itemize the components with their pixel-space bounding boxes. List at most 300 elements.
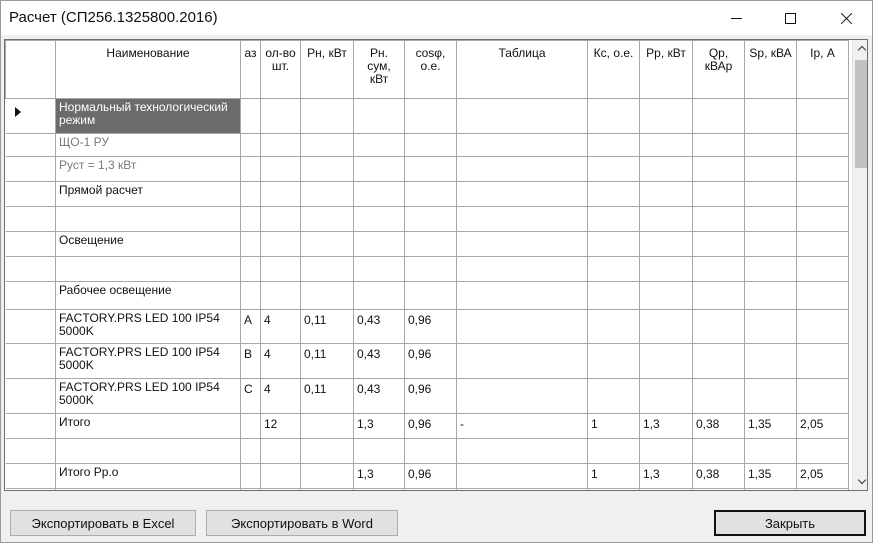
table-row[interactable] [6, 134, 849, 157]
cell-value: 0,11 [304, 313, 327, 327]
cell-cos-phi[interactable] [405, 157, 457, 182]
cell-ip[interactable] [797, 99, 849, 134]
cell-value [460, 184, 584, 186]
scroll-thumb[interactable] [855, 60, 868, 168]
scroll-down-button[interactable] [853, 473, 868, 490]
cell-sp[interactable] [745, 232, 797, 257]
cell-qp[interactable] [693, 282, 745, 310]
cell-value [591, 234, 636, 236]
cell-value: - [460, 417, 464, 431]
cell-ip[interactable] [797, 257, 849, 282]
cell-phase[interactable] [241, 157, 261, 182]
cell-table-ref[interactable] [457, 99, 588, 134]
cell-pp[interactable] [640, 134, 693, 157]
cell-sp[interactable] [745, 439, 797, 464]
row-header-cell[interactable] [6, 99, 56, 134]
cell-table-ref[interactable] [457, 439, 588, 464]
cell-quantity[interactable] [261, 464, 301, 489]
cell-value [460, 101, 584, 103]
minimize-icon [731, 18, 742, 19]
cell-value [357, 284, 401, 286]
column-header-name[interactable]: Наименование [56, 41, 241, 99]
cell-name[interactable] [56, 379, 241, 414]
cell-qp[interactable] [693, 99, 745, 134]
cell-qp[interactable] [693, 464, 745, 489]
cell-pn-sum[interactable] [354, 344, 405, 379]
cell-phase[interactable] [241, 207, 261, 232]
cell-value [244, 416, 257, 418]
cell-value [357, 234, 401, 236]
cell-name[interactable] [56, 310, 241, 344]
cell-value [357, 259, 401, 261]
cell-table-ref[interactable] [457, 232, 588, 257]
cell-ip[interactable] [797, 414, 849, 439]
cell-value [304, 234, 350, 236]
row-header-cell[interactable] [6, 134, 56, 157]
cell-cos-phi[interactable] [405, 99, 457, 134]
column-header-sp[interactable]: Sр, кВА [745, 41, 797, 99]
maximize-button[interactable] [767, 1, 813, 35]
cell-table-ref[interactable] [457, 157, 588, 182]
table-row[interactable] [6, 310, 849, 344]
cell-qp[interactable] [693, 379, 745, 414]
cell-pn-sum[interactable] [354, 489, 405, 492]
cell-quantity[interactable] [261, 282, 301, 310]
row-header-cell[interactable] [6, 310, 56, 344]
table-row[interactable] [6, 464, 849, 489]
cell-pp[interactable] [640, 344, 693, 379]
cell-pp[interactable] [640, 379, 693, 414]
cell-kc[interactable] [588, 207, 640, 232]
cell-sp[interactable] [745, 182, 797, 207]
column-header-table-ref[interactable]: Таблица [457, 41, 588, 99]
cell-quantity[interactable] [261, 157, 301, 182]
cell-phase[interactable] [241, 310, 261, 344]
cell-phase[interactable] [241, 257, 261, 282]
cell-ip[interactable] [797, 157, 849, 182]
cell-quantity[interactable] [261, 489, 301, 492]
cell-quantity[interactable] [261, 99, 301, 134]
cell-name[interactable] [56, 99, 241, 134]
cell-value: 0,96 [408, 467, 432, 481]
table-row[interactable] [6, 379, 849, 414]
cell-pn[interactable] [301, 232, 354, 257]
cell-value [696, 159, 741, 161]
cell-phase[interactable] [241, 414, 261, 439]
cell-value [264, 284, 297, 286]
cell-value [357, 441, 401, 443]
cell-value [460, 441, 584, 443]
table-row[interactable] [6, 439, 849, 464]
cell-ip[interactable] [797, 134, 849, 157]
row-header-cell[interactable] [6, 207, 56, 232]
cell-value [408, 441, 453, 443]
cell-value [460, 381, 584, 383]
row-header-cell[interactable] [6, 379, 56, 414]
cell-quantity[interactable] [261, 182, 301, 207]
cell-qp[interactable] [693, 182, 745, 207]
cell-pn-sum[interactable] [354, 134, 405, 157]
cell-pn-sum[interactable] [354, 207, 405, 232]
cell-table-ref[interactable] [457, 464, 588, 489]
cell-name[interactable] [56, 207, 241, 232]
cell-kc[interactable] [588, 379, 640, 414]
cell-pn[interactable] [301, 257, 354, 282]
cell-value [800, 184, 845, 186]
cell-qp[interactable] [693, 232, 745, 257]
cell-value [591, 209, 636, 211]
cell-qp[interactable] [693, 257, 745, 282]
cell-cos-phi[interactable] [405, 344, 457, 379]
cell-value [643, 441, 689, 443]
cell-table-ref[interactable] [457, 207, 588, 232]
cell-value [304, 259, 350, 261]
cell-kc[interactable] [588, 232, 640, 257]
cell-name[interactable] [56, 282, 241, 310]
cell-name[interactable] [56, 414, 241, 439]
cell-name[interactable] [56, 257, 241, 282]
column-header-pp[interactable]: Рр, кВт [640, 41, 693, 99]
cell-sp[interactable] [745, 489, 797, 492]
minimize-button[interactable] [713, 1, 759, 35]
cell-value [748, 234, 793, 236]
cell-phase[interactable] [241, 439, 261, 464]
cell-pp[interactable] [640, 99, 693, 134]
cell-ip[interactable] [797, 207, 849, 232]
table-row[interactable] [6, 232, 849, 257]
cell-table-ref[interactable] [457, 134, 588, 157]
cell-ip[interactable] [797, 232, 849, 257]
cell-name[interactable] [56, 182, 241, 207]
row-header-cell[interactable] [6, 257, 56, 282]
cell-cos-phi[interactable] [405, 464, 457, 489]
close-button[interactable]: Закрыть [714, 510, 866, 536]
cell-quantity[interactable] [261, 379, 301, 414]
cell-pn-sum[interactable] [354, 464, 405, 489]
cell-cos-phi[interactable] [405, 379, 457, 414]
cell-table-ref[interactable] [457, 379, 588, 414]
cell-pn[interactable] [301, 182, 354, 207]
cell-pp[interactable] [640, 157, 693, 182]
cell-value [591, 101, 636, 103]
row-header-cell[interactable] [6, 489, 56, 492]
calculation-grid[interactable] [4, 39, 868, 491]
cell-value: Руст = 1,3 кВт [59, 158, 137, 172]
cell-sp[interactable] [745, 344, 797, 379]
cell-kc[interactable] [588, 157, 640, 182]
chevron-up-icon [857, 46, 865, 54]
cell-value: B [244, 347, 253, 361]
cell-value [643, 136, 689, 138]
cell-quantity[interactable] [261, 207, 301, 232]
cell-pp[interactable] [640, 232, 693, 257]
cell-table-ref[interactable] [457, 344, 588, 379]
column-header-ip[interactable]: Iр, А [797, 41, 849, 99]
scroll-up-button[interactable] [853, 40, 868, 57]
cell-pn-sum[interactable] [354, 99, 405, 134]
cell-value [696, 234, 741, 236]
export-word-button[interactable]: Экспортировать в Word [206, 510, 398, 536]
cell-value: A [244, 313, 253, 327]
cell-value: 0,96 [408, 313, 432, 327]
cell-quantity[interactable] [261, 344, 301, 379]
table-row[interactable] [6, 157, 849, 182]
cell-pn[interactable] [301, 282, 354, 310]
cell-qp[interactable] [693, 310, 745, 344]
maximize-icon [785, 13, 796, 24]
cell-sp[interactable] [745, 134, 797, 157]
cell-value [460, 234, 584, 236]
cell-value: 1 [591, 467, 598, 481]
cell-pn[interactable] [301, 310, 354, 344]
table-row[interactable] [6, 99, 849, 134]
table-row[interactable] [6, 207, 849, 232]
table-row[interactable] [6, 414, 849, 439]
cell-table-ref[interactable] [457, 257, 588, 282]
cell-kc[interactable] [588, 257, 640, 282]
cell-ip[interactable] [797, 464, 849, 489]
cell-ip[interactable] [797, 489, 849, 492]
cell-ip[interactable] [797, 310, 849, 344]
cell-pn[interactable] [301, 134, 354, 157]
cell-name[interactable] [56, 134, 241, 157]
cell-cos-phi[interactable] [405, 257, 457, 282]
cell-phase[interactable] [241, 344, 261, 379]
row-header-cell[interactable] [6, 464, 56, 489]
column-header-cos-phi[interactable]: cosφ, о.е. [405, 41, 457, 99]
cell-kc[interactable] [588, 182, 640, 207]
cell-cos-phi[interactable] [405, 489, 457, 492]
column-header-row-header[interactable] [6, 41, 56, 99]
row-header-cell[interactable] [6, 344, 56, 379]
cell-pn[interactable] [301, 489, 354, 492]
row-header-cell[interactable] [6, 282, 56, 310]
cell-value [357, 136, 401, 138]
cell-value [264, 259, 297, 261]
cell-pn[interactable] [301, 379, 354, 414]
cell-quantity[interactable] [261, 414, 301, 439]
cell-value [264, 101, 297, 103]
cell-name[interactable] [56, 439, 241, 464]
row-header-cell[interactable] [6, 182, 56, 207]
cell-value: 0,38 [696, 467, 720, 481]
cell-table-ref[interactable] [457, 489, 588, 492]
cell-value [460, 259, 584, 261]
cell-qp[interactable] [693, 344, 745, 379]
column-header-pn[interactable]: Рн, кВт [301, 41, 354, 99]
cell-sp[interactable] [745, 257, 797, 282]
cell-value [696, 441, 741, 443]
cell-pn-sum[interactable] [354, 182, 405, 207]
cell-value: 0,11 [304, 347, 327, 361]
cell-qp[interactable] [693, 414, 745, 439]
export-excel-button[interactable]: Экспортировать в Excel [10, 510, 196, 536]
column-header-phase[interactable]: аз [241, 41, 261, 99]
cell-value [408, 136, 453, 138]
cell-ip[interactable] [797, 439, 849, 464]
cell-value: 0,43 [357, 347, 381, 361]
cell-kc[interactable] [588, 282, 640, 310]
cell-phase[interactable] [241, 182, 261, 207]
cell-value [696, 381, 741, 383]
close-window-button[interactable] [823, 1, 869, 35]
cell-pn-sum[interactable] [354, 232, 405, 257]
cell-pn[interactable] [301, 439, 354, 464]
cell-sp[interactable] [745, 310, 797, 344]
cell-value: FACTORY.PRS LED 100 IP54 5000K [59, 311, 220, 338]
cell-kc[interactable] [588, 99, 640, 134]
column-header-kc[interactable]: Кс, о.е. [588, 41, 640, 99]
table-row[interactable] [6, 282, 849, 310]
cell-table-ref[interactable] [457, 310, 588, 344]
cell-pp[interactable] [640, 464, 693, 489]
cell-qp[interactable] [693, 157, 745, 182]
cell-cos-phi[interactable] [405, 207, 457, 232]
table-row[interactable] [6, 489, 849, 492]
cell-pn[interactable] [301, 344, 354, 379]
cell-qp[interactable] [693, 207, 745, 232]
cell-value [748, 346, 793, 348]
cell-value [643, 234, 689, 236]
cell-kc[interactable] [588, 489, 640, 492]
table-row[interactable] [6, 344, 849, 379]
cell-ip[interactable] [797, 182, 849, 207]
cell-pp[interactable] [640, 207, 693, 232]
column-header-quantity[interactable]: ол-во шт. [261, 41, 301, 99]
cell-kc[interactable] [588, 439, 640, 464]
cell-value [244, 184, 257, 186]
cell-pn-sum[interactable] [354, 414, 405, 439]
cell-pp[interactable] [640, 282, 693, 310]
cell-sp[interactable] [745, 282, 797, 310]
cell-pn[interactable] [301, 157, 354, 182]
cell-value [357, 159, 401, 161]
cell-sp[interactable] [745, 379, 797, 414]
cell-phase[interactable] [241, 489, 261, 492]
cell-value: 2,05 [800, 467, 824, 481]
cell-value [643, 259, 689, 261]
cell-pn-sum[interactable] [354, 157, 405, 182]
row-header-cell[interactable] [6, 232, 56, 257]
cell-cos-phi[interactable] [405, 414, 457, 439]
cell-cos-phi[interactable] [405, 310, 457, 344]
cell-ip[interactable] [797, 282, 849, 310]
cell-value: C [244, 382, 253, 396]
cell-name[interactable] [56, 157, 241, 182]
cell-phase[interactable] [241, 99, 261, 134]
row-header-cell[interactable] [6, 439, 56, 464]
title-bar[interactable] [1, 1, 872, 35]
cell-value: Итого [59, 415, 91, 429]
cell-phase[interactable] [241, 282, 261, 310]
cell-sp[interactable] [745, 207, 797, 232]
cell-pn-sum[interactable] [354, 439, 405, 464]
row-header-cell[interactable] [6, 414, 56, 439]
cell-sp[interactable] [745, 157, 797, 182]
cell-sp[interactable] [745, 99, 797, 134]
cell-kc[interactable] [588, 310, 640, 344]
cell-pn[interactable] [301, 207, 354, 232]
cell-quantity[interactable] [261, 257, 301, 282]
cell-cos-phi[interactable] [405, 232, 457, 257]
cell-pn[interactable] [301, 414, 354, 439]
cell-cos-phi[interactable] [405, 439, 457, 464]
cell-kc[interactable] [588, 464, 640, 489]
cell-pp[interactable] [640, 182, 693, 207]
cell-value [748, 136, 793, 138]
cell-value: 1,3 [643, 467, 660, 481]
row-header-cell[interactable] [6, 157, 56, 182]
cell-cos-phi[interactable] [405, 182, 457, 207]
cell-pn[interactable] [301, 99, 354, 134]
cell-qp[interactable] [693, 439, 745, 464]
cell-kc[interactable] [588, 134, 640, 157]
cell-table-ref[interactable] [457, 282, 588, 310]
cell-table-ref[interactable] [457, 182, 588, 207]
vertical-scrollbar[interactable] [852, 40, 868, 490]
cell-phase[interactable] [241, 379, 261, 414]
cell-pp[interactable] [640, 257, 693, 282]
cell-pp[interactable] [640, 439, 693, 464]
cell-value [696, 209, 741, 211]
cell-value: Итого Рр.о [59, 465, 119, 479]
cell-value [244, 234, 257, 236]
cell-cos-phi[interactable] [405, 134, 457, 157]
cell-value: ЩО-1 РУ [59, 135, 109, 149]
cell-kc[interactable] [588, 344, 640, 379]
cell-qp[interactable] [693, 489, 745, 492]
cell-kc[interactable] [588, 414, 640, 439]
cell-value [748, 209, 793, 211]
cell-value [748, 381, 793, 383]
cell-value [304, 466, 350, 468]
cell-quantity[interactable] [261, 232, 301, 257]
cell-name[interactable] [56, 344, 241, 379]
cell-name[interactable] [56, 232, 241, 257]
cell-pp[interactable] [640, 310, 693, 344]
cell-ip[interactable] [797, 379, 849, 414]
cell-pn-sum[interactable] [354, 310, 405, 344]
cell-cos-phi[interactable] [405, 282, 457, 310]
cell-quantity[interactable] [261, 439, 301, 464]
cell-name[interactable] [56, 464, 241, 489]
cell-pn-sum[interactable] [354, 257, 405, 282]
cell-phase[interactable] [241, 134, 261, 157]
cell-ip[interactable] [797, 344, 849, 379]
cell-quantity[interactable] [261, 310, 301, 344]
cell-table-ref[interactable] [457, 414, 588, 439]
column-header-qp[interactable]: Qр, кВАр [693, 41, 745, 99]
cell-value: 0,96 [408, 347, 432, 361]
cell-pn-sum[interactable] [354, 282, 405, 310]
cell-qp[interactable] [693, 134, 745, 157]
cell-phase[interactable] [241, 464, 261, 489]
cell-pn-sum[interactable] [354, 379, 405, 414]
cell-pp[interactable] [640, 414, 693, 439]
table-row[interactable] [6, 257, 849, 282]
cell-phase[interactable] [241, 232, 261, 257]
cell-quantity[interactable] [261, 134, 301, 157]
cell-sp[interactable] [745, 414, 797, 439]
column-header-pn-sum[interactable]: Рн. сум, кВт [354, 41, 405, 99]
cell-pn[interactable] [301, 464, 354, 489]
table-row[interactable] [6, 182, 849, 207]
cell-name[interactable] [56, 489, 241, 492]
cell-sp[interactable] [745, 464, 797, 489]
cell-pp[interactable] [640, 489, 693, 492]
cell-value: 0,43 [357, 313, 381, 327]
cell-value: Рабочее освещение [59, 283, 172, 297]
